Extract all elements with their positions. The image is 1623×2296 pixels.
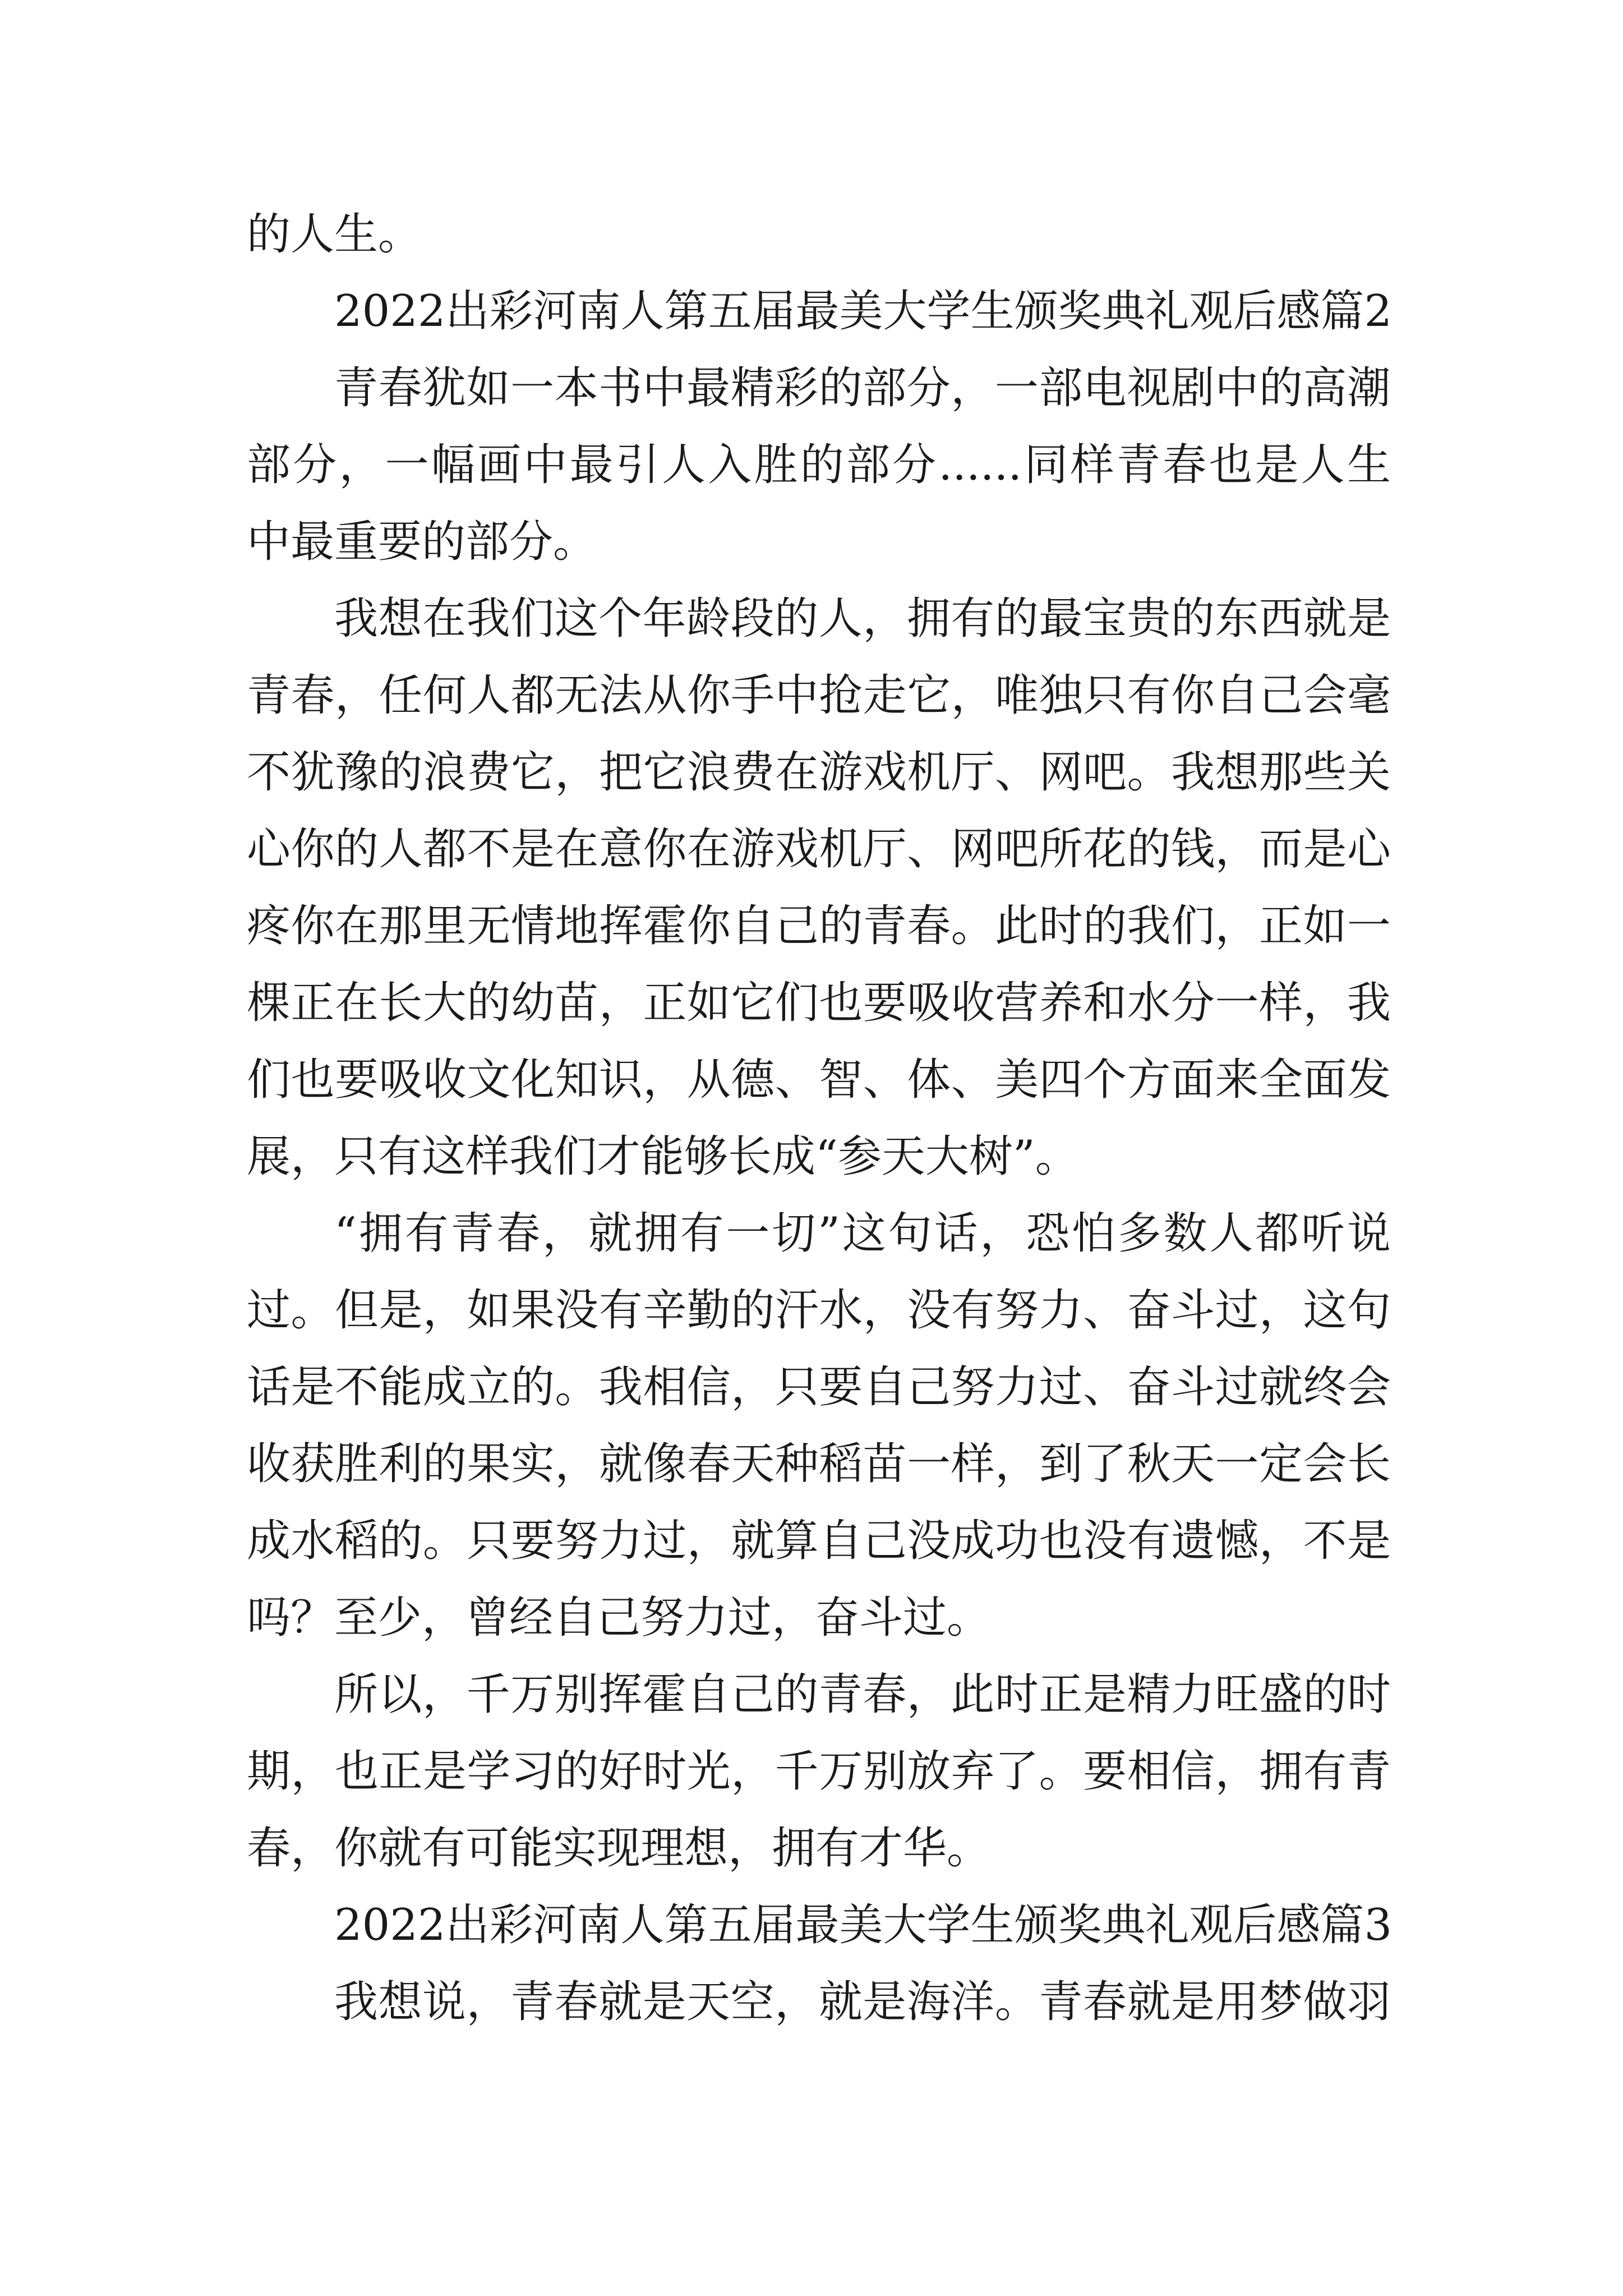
text-line: 们也要吸收文化知识，从德、智、体、美四个方面来全面发 — [247, 1055, 1391, 1105]
text-line: 期，也正是学习的好时光，千万别放弃了。要相信，拥有青 — [247, 1746, 1391, 1797]
text-line: 疼你在那里无情地挥霍你自己的青春。此时的我们，正如一 — [247, 901, 1391, 951]
text-line: 的人生。 — [247, 209, 422, 260]
text-line: 棵正在长大的幼苗，正如它们也要吸收营养和水分一样，我 — [247, 978, 1391, 1028]
text-line: 吗？至少，曾经自己努力过，奋斗过。 — [247, 1593, 991, 1643]
text-line: 中最重要的部分。 — [247, 517, 597, 567]
text-line: 2022出彩河南人第五届最美大学生颁奖典礼观后感篇2 — [334, 286, 1393, 337]
text-line: 心你的人都不是在意你在游戏机厅、网吧所花的钱，而是心 — [247, 824, 1391, 875]
text-line: 2022出彩河南人第五届最美大学生颁奖典礼观后感篇3 — [334, 1900, 1393, 1950]
text-line: 过。但是，如果没有辛勤的汗水，没有努力、奋斗过，这句 — [247, 1285, 1391, 1336]
document-body — [247, 196, 1391, 2041]
text-line: 我想在我们这个年龄段的人，拥有的最宝贵的东西就是 — [334, 593, 1391, 644]
text-line: 我想说，青春就是天空，就是海洋。青春就是用梦做羽 — [334, 1977, 1391, 2027]
text-line: 话是不能成立的。我相信，只要自己努力过、奋斗过就终会 — [247, 1362, 1391, 1412]
text-line: 春，你就有可能实现理想，拥有才华。 — [247, 1823, 991, 1874]
text-line: 不犹豫的浪费它，把它浪费在游戏机厅、网吧。我想那些关 — [247, 747, 1391, 798]
text-line: “拥有青春，就拥有一切”这句话，恐怕多数人都听说 — [334, 1208, 1391, 1259]
text-line: 收获胜利的果实，就像春天种稻苗一样，到了秋天一定会长 — [247, 1439, 1391, 1489]
text-line: 所以，千万别挥霍自己的青春，此时正是精力旺盛的时 — [334, 1669, 1391, 1720]
text-line: 展，只有这样我们才能够长成“参天大树”。 — [247, 1131, 1079, 1182]
text-line: 青春，任何人都无法从你手中抢走它，唯独只有你自己会毫 — [247, 670, 1391, 721]
text-line: 青春犹如一本书中最精彩的部分，一部电视剧中的高潮 — [334, 363, 1391, 413]
text-line: 成水稻的。只要努力过，就算自己没成功也没有遗憾，不是 — [247, 1516, 1391, 1566]
text-line: 部分，一幅画中最引人入胜的部分......同样青春也是人生 — [247, 440, 1391, 490]
